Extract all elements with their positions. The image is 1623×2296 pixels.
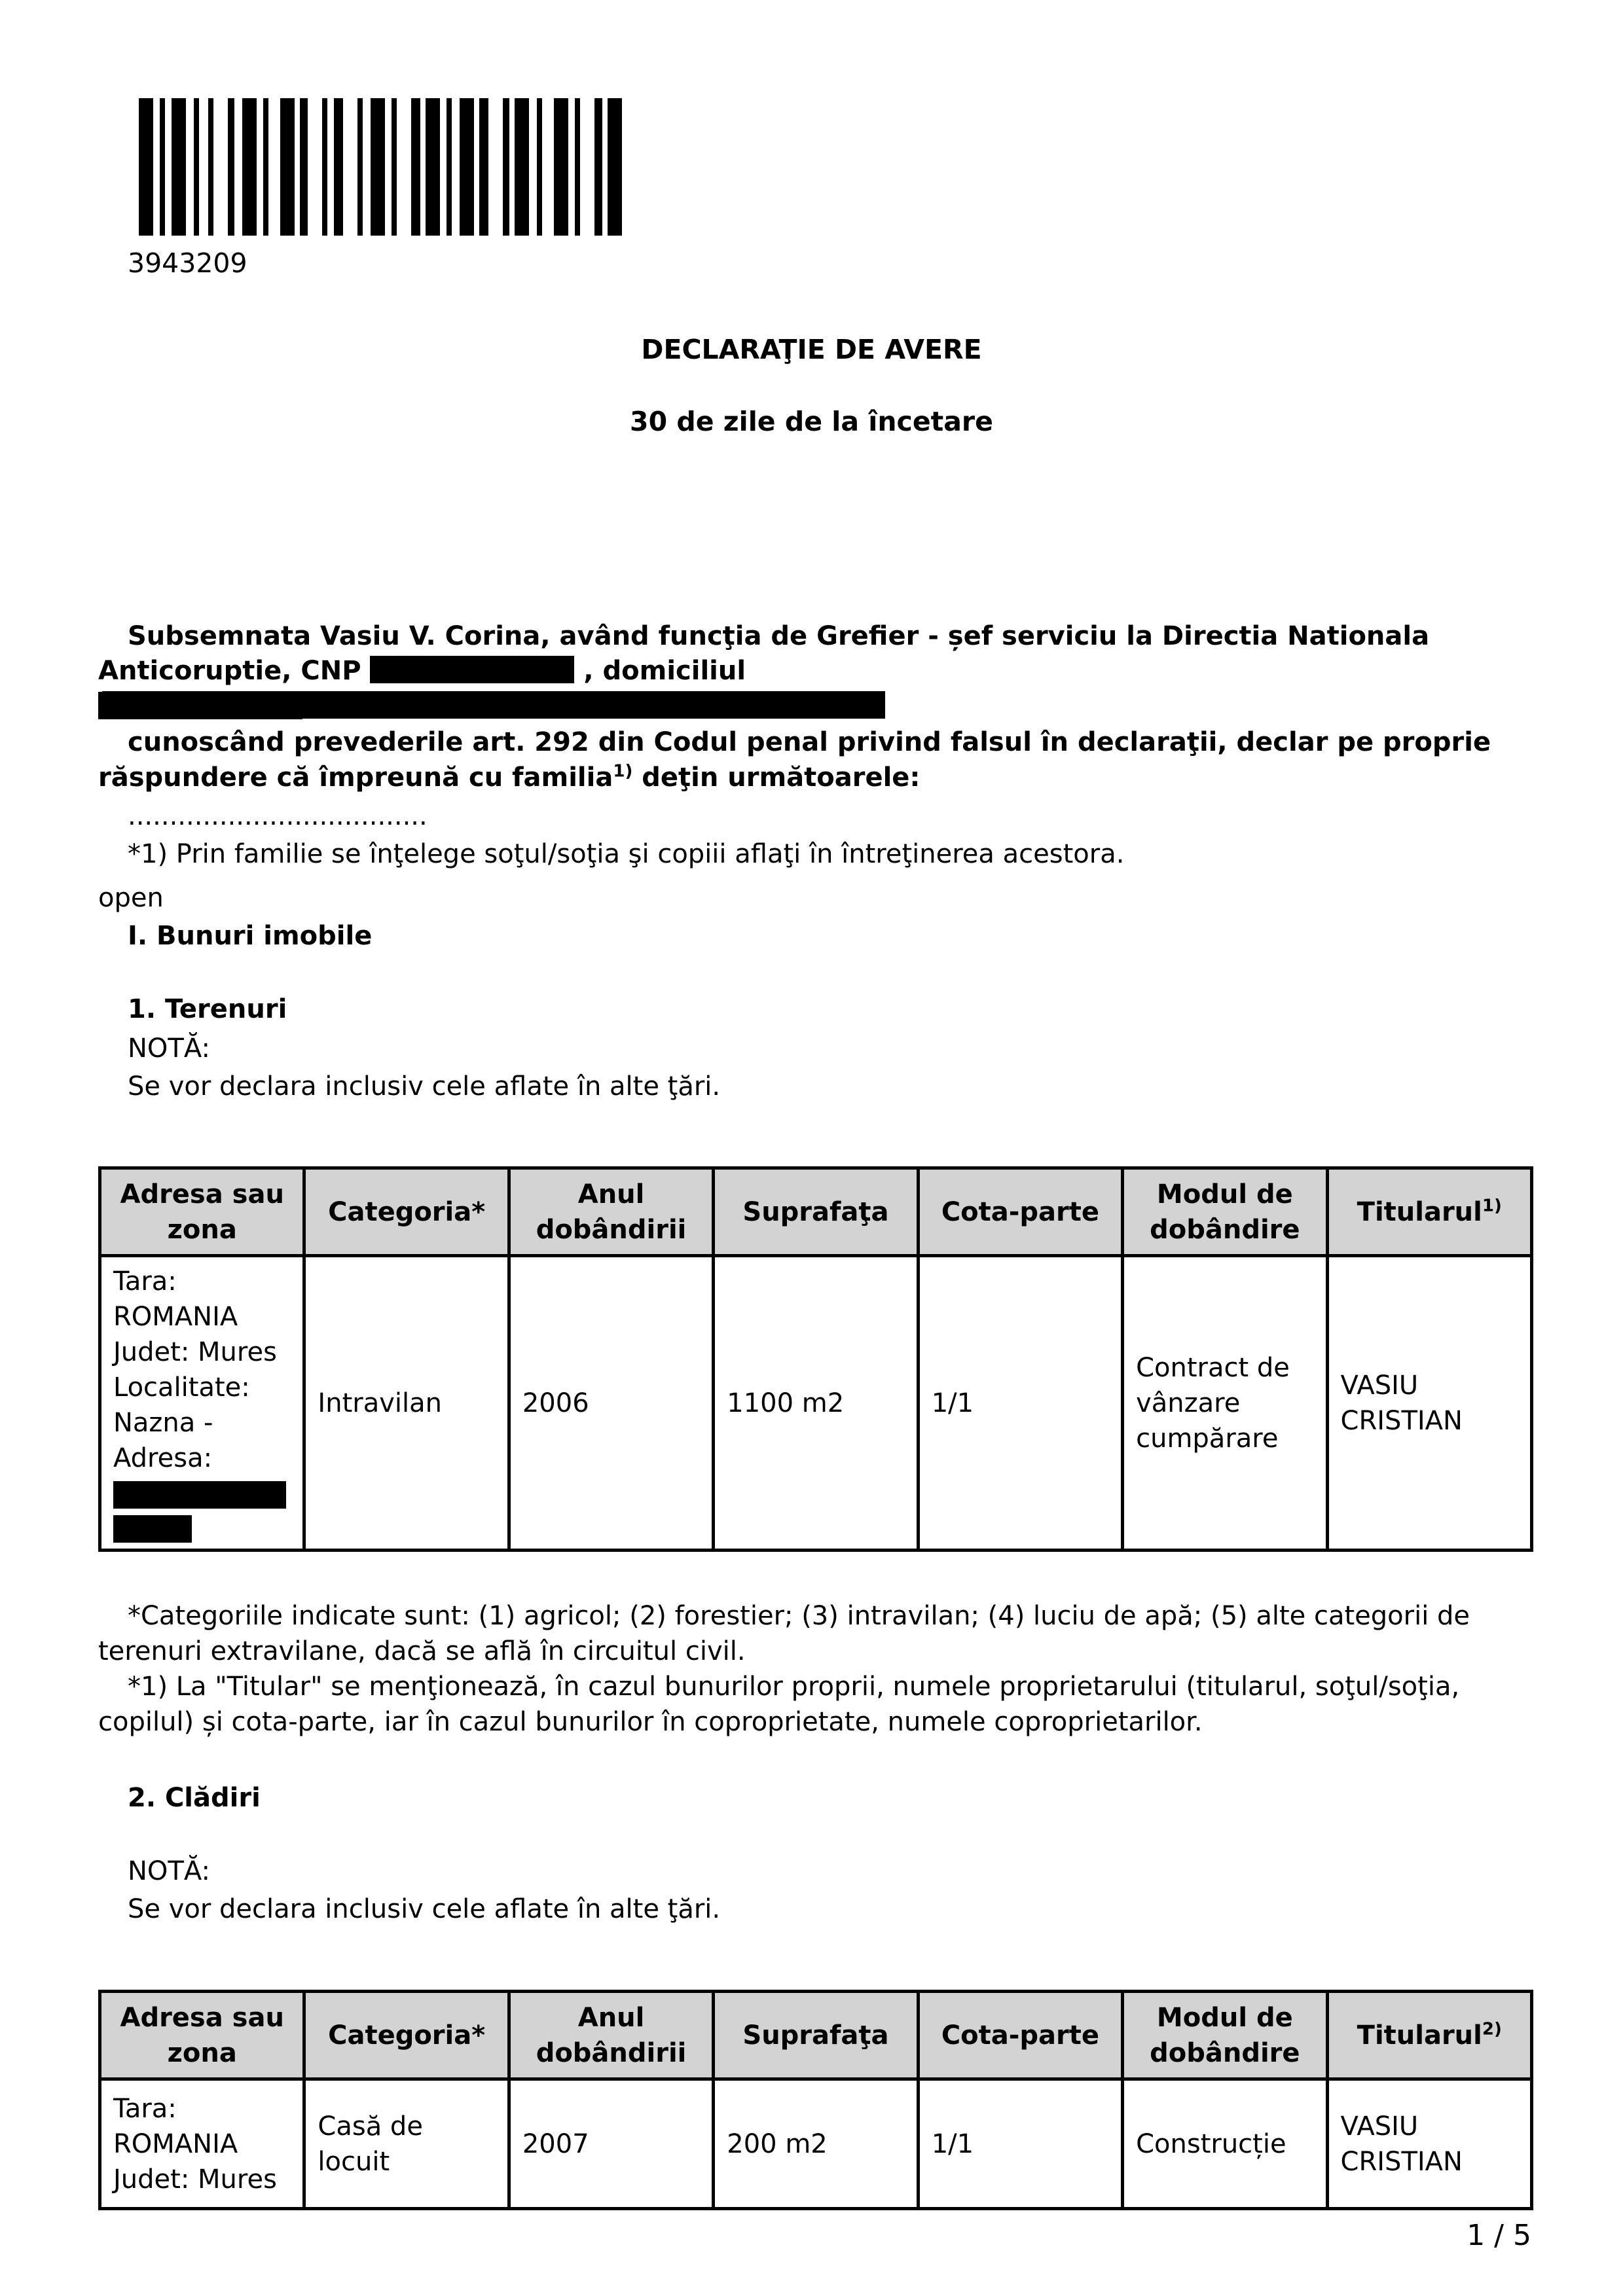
redacted-cnp [370, 656, 574, 683]
barcode [139, 98, 881, 236]
page-number: 1 / 5 [1467, 2219, 1531, 2252]
open-label: open [98, 883, 164, 913]
cell-suprafata: 200 m2 [714, 2079, 918, 2209]
barcode-bar [280, 98, 295, 236]
barcode-bar [139, 98, 153, 236]
intro-line-1: Subsemnata Vasiu V. Corina, având funcţia de Grefier - șef serviciu la Directia Nationala [128, 621, 1430, 651]
cell-titular: VASIU CRISTIAN [1327, 1256, 1531, 1551]
intro-line-2 [98, 653, 1539, 724]
cell-adresa: Tara: ROMANIA Judet: Mures [100, 2079, 304, 2209]
barcode-bar [263, 98, 268, 236]
header-adresa: Adresa sau zona [100, 1992, 304, 2079]
barcode-bar [172, 98, 186, 236]
table-header-row [100, 1992, 1532, 2079]
intro-line-3: cunoscând prevederile art. 292 din Codul penal privind falsul în declaraţii, declar pe proprie [128, 727, 1491, 757]
header-modul: Modul de dobândire [1123, 1992, 1327, 2079]
cell-categoria: Casă de locuit [304, 2079, 509, 2209]
barcode-bar [334, 98, 343, 236]
barcode-bar [300, 98, 308, 236]
header-suprafata: Suprafaţa [714, 1992, 918, 2079]
titular-note: *1) La "Titular" se menţionează, în cazul bunurilor proprii, numele proprietarului (titularul, soţul/soţia, copilul) și cota-parte, iar în cazul bunurilor în coproprietate, numele coproprietarilor. [98, 1672, 1460, 1737]
cladiri-nota-text: Se vor declara inclusiv cele aflate în alte ţări. [128, 1894, 721, 1924]
barcode-bar [447, 98, 452, 236]
dots-separator: .................................... [128, 801, 428, 831]
cell-cota: 1/1 [918, 1256, 1122, 1551]
barcode-bar [208, 98, 213, 236]
barcode-bar [322, 98, 327, 236]
cell-categoria: Intravilan [304, 1256, 509, 1551]
cell-adresa: Tara: ROMANIA Judet: Mures Localitate: Nazna - Adresa: [100, 1256, 304, 1551]
barcode-bar [228, 98, 234, 236]
table-header-row [100, 1168, 1532, 1256]
section-heading: I. Bunuri imobile [128, 921, 373, 951]
cell-modul: Contract de vânzare cumpărare [1123, 1256, 1327, 1551]
barcode-bar [515, 98, 529, 236]
header-anul: Anul dobândirii [509, 1992, 713, 2079]
header-suprafata: Suprafaţa [714, 1168, 918, 1256]
redacted-address-continued [98, 692, 302, 719]
domiciliu-label: , domiciliul [583, 656, 746, 686]
redacted-land-address [113, 1481, 286, 1509]
cell-anul: 2006 [509, 1256, 713, 1551]
barcode-bar [392, 98, 397, 236]
cell-anul: 2007 [509, 2079, 713, 2209]
barcode-bar [554, 98, 568, 236]
terenuri-nota-label: NOTĂ: [128, 1033, 210, 1064]
barcode-bar [479, 98, 488, 236]
barcode-bar [537, 98, 542, 236]
header-titular: Titularul$^{2)}$ [1327, 1992, 1531, 2079]
barcode-bar [594, 98, 602, 236]
barcode-bar [160, 98, 165, 236]
header-cota: Cota-parte [918, 1168, 1122, 1256]
table-row [100, 2079, 1532, 2209]
header-categoria: Categoria* [304, 1992, 509, 2079]
barcode-bar [503, 98, 509, 236]
barcode-bar [426, 98, 440, 236]
cell-titular: VASIU CRISTIAN [1327, 2079, 1531, 2209]
header-modul: Modul de dobândire [1123, 1168, 1327, 1256]
cladiri-table [98, 1990, 1533, 2210]
barcode-bar [575, 98, 580, 236]
cladiri-heading: 2. Clădiri [128, 1783, 261, 1813]
cladiri-nota-label: NOTĂ: [128, 1856, 210, 1886]
cell-cota: 1/1 [918, 2079, 1122, 2209]
barcode-bar [242, 98, 257, 236]
barcode-bar [357, 98, 363, 236]
redacted-land-address-continued [113, 1515, 192, 1543]
terenuri-heading: 1. Terenuri [128, 994, 287, 1024]
barcode-bar [411, 98, 420, 236]
terenuri-nota-text: Se vor declara inclusiv cele aflate în alte ţări. [128, 1071, 721, 1102]
barcode-bar [371, 98, 385, 236]
header-cota: Cota-parte [918, 1992, 1122, 2079]
barcode-bar [608, 98, 622, 236]
intro-line-4: răspundere că împreună cu familia$^{1)}$ deţin următoarele: [98, 761, 921, 793]
barcode-bar [194, 98, 199, 236]
cell-modul: Construcție [1123, 2079, 1327, 2209]
document-title: DECLARAŢIE DE AVERE [641, 334, 982, 365]
header-adresa: Adresa sau zona [100, 1168, 304, 1256]
header-anul: Anul dobândirii [509, 1168, 713, 1256]
cell-suprafata: 1100 m2 [714, 1256, 918, 1551]
family-note: *1) Prin familie se înţelege soţul/soţia şi copiii aflaţi în întreţinerea acestora. [128, 839, 1125, 869]
barcode-number: 3943209 [128, 247, 247, 279]
header-categoria: Categoria* [304, 1168, 509, 1256]
document-subtitle: 30 de zile de la încetare [630, 406, 993, 437]
terenuri-table [98, 1166, 1533, 1552]
categories-note: *Categoriile indicate sunt: (1) agricol; (2) forestier; (3) intravilan; (4) luciu de apă; (5) alte categorii de terenuri extravilane, dacă se află în circuitul civil. [98, 1601, 1470, 1666]
barcode-bar [460, 98, 474, 236]
header-titular: Titularul$^{1)}$ [1327, 1168, 1531, 1256]
cnp-label: Anticoruptie, CNP [98, 656, 361, 686]
table-row [100, 1256, 1532, 1551]
